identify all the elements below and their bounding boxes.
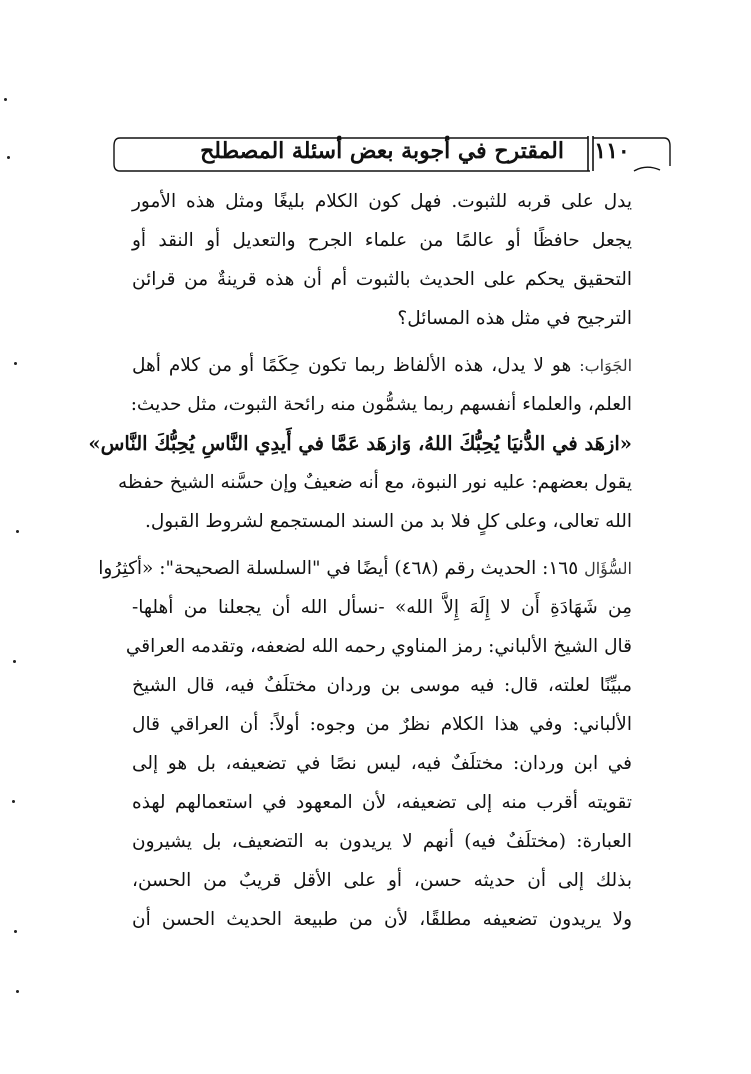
text-line: العلم، والعلماء أنفسهم ربما يشمُّون منه رائحة الثبوت، مثل حديث: [130,394,632,415]
text-line: مِن شَهَادَةِ أَن لا إِلَهَ إِلاَّ الله» -نسأل الله أن يجعلنا من أهلها- [132,597,632,618]
page-body [88,182,633,939]
text-fragment: هو لا يدل، هذه الألفاظ ربما تكون حِكَمًا أو من كلام أهل [132,355,572,376]
text-line: تقويته أقرب منه إلى تضعيفه، لأن المعهود في استعمالهم لهذه [132,792,632,813]
margin-dot [13,660,16,663]
hadith-quote: «ازهَد في الدُّنيَا يُحِبُّكَ اللهُ، وَازهَد عَمَّا في أَيدِي النَّاسِ يُحِبُّكَ النَّاس» [88,432,632,455]
answer-label: الجَوَاب: [579,356,633,375]
text-line: العبارة: (مختلَفٌ فيه) أنهم لا يريدون به التضعيف، بل يشيرون [132,831,632,852]
margin-dot [16,530,19,533]
text-line: يدل على قربه للثبوت. فهل كون الكلام بليغًا ومثل هذه الأمور [132,191,632,212]
text-line [98,549,632,588]
text-line: بذلك إلى أن حديثه حسن، أو على الأقل قريبٌ من الحسن، [132,870,632,891]
text-line [132,346,632,385]
paragraph-question-end [132,182,632,338]
margin-dot [16,990,19,993]
margin-dot [4,98,7,101]
text-fragment: ١٦٥: الحديث رقم (٤٦٨) أيضًا في "السلسلة الصحيحة": «أكثِرُوا [98,558,579,579]
paragraph-question-165 [98,549,632,939]
margin-dot [14,930,17,933]
text-line: يقول بعضهم: عليه نور النبوة، مع أنه ضعيفٌ وإن حسَّنه الشيخ حفظه [118,472,632,493]
text-line: ولا يريدون تضعيفه مطلقًا، لأن من طبيعة الحديث الحسن أن [132,909,632,930]
text-line: الله تعالى، وعلى كلٍ فلا بد من السند المستجمع لشروط القبول. [144,511,632,532]
text-line: يجعل حافظًا أو عالمًا من علماء الجرح والتعديل أو النقد أو [132,230,632,251]
text-line: مبيِّنًا لعلته، قال: فيه موسى بن وردان مختلَفٌ فيه، قال الشيخ [132,675,632,696]
header-title: المقترح في أجوبة بعض أسئلة المصطلح [200,138,564,164]
page-number: ١١٠ [594,138,630,164]
margin-dot [14,362,17,365]
text-line: الترجيح في مثل هذه المسائل؟ [397,308,632,329]
text-line: قال الشيخ الألباني: رمز المناوي رحمه الله لضعفه، وتقدمه العراقي [125,636,632,657]
running-header [112,134,672,174]
text-line: التحقيق يحكم على الحديث بالثبوت أم أن هذه قرينةٌ من قرائن [132,269,632,290]
question-label: السُّؤَال [584,559,632,578]
margin-dot [7,156,10,159]
margin-dot [12,800,15,803]
text-line: الألباني: وفي هذا الكلام نظرٌ من وجوه: أولاً: أن العراقي قال [132,714,632,735]
text-line: في ابن وردان: مختلَفٌ فيه، ليس نصًا في تضعيفه، بل هو إلى [132,753,632,774]
paragraph-answer [88,346,633,541]
